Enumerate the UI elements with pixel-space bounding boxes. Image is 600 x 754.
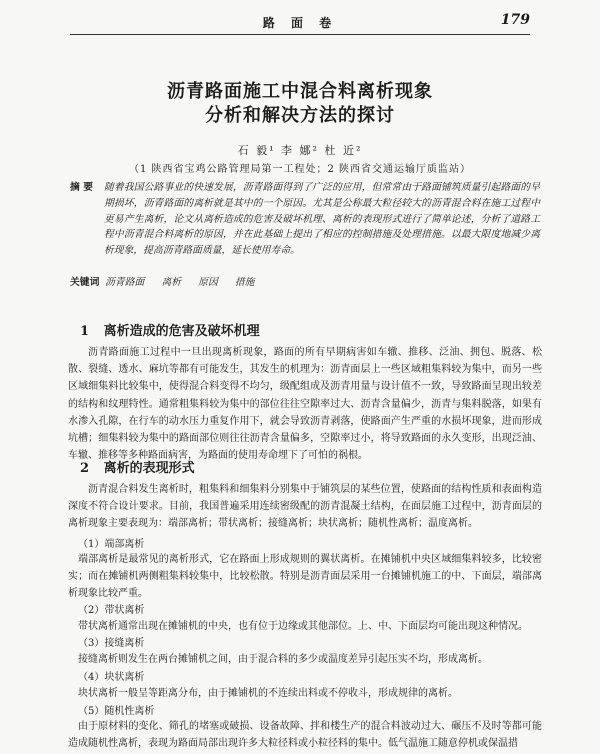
abstract-text: 随着我国公路事业的快速发展，沥青路面得到了广泛的应用，但常常由于路面铺筑质量引起路面的早期损坏，沥青路面的离析就是其中的一个原因。尤其是公称最大粒径较大的沥青混合料在施工过程中更易产生离析，论文从离析造成的危害及破坏机理、离析的表现形式进行了简单论述，分析了道路工程中沥青混合料离析的原因，并在此基础上提出了相应的控制措施及处理措施。以最大限度地减少离析现象，提高沥青路面质量，延长使用寿命。 xyxy=(104,182,540,257)
subsection-label: （1）端部离析 xyxy=(78,539,145,550)
subsection-label: （3）接缝离析 xyxy=(78,638,145,649)
subsection-text: 接缝离析则发生在两台摊铺机之间，由于混合料的多少或温度差异引起压实不均，形成离析。 xyxy=(78,654,488,665)
section-2-heading xyxy=(80,457,195,476)
subsection-label: （5）随机性离析 xyxy=(78,706,155,717)
subsection-text: 块状离析一般呈等距离分布，由于摊铺机的不连续出料或不停收斗，形成规律的离析。 xyxy=(78,688,458,699)
paper-title-line-2: 分析和解决方法的探讨 xyxy=(205,105,395,126)
subsection-label: （4）块状离析 xyxy=(78,672,145,683)
section-number: 1 xyxy=(80,324,90,339)
section-title: 离析造成的危害及破坏机理 xyxy=(103,324,260,339)
subsection-text: 由于原材料的变化、筛孔的堵塞或破损、设备故障、拌和楼生产的混合料波动过大、碾压不及时等都可能造成随机性离析，表现为路面局部出现许多大粒径料或小粒径料的集中。低气温施工随意停机或保温措 xyxy=(68,721,542,750)
section-1-paragraph: 沥青路面施工过程中一旦出现离析现象，路面的所有早期病害如车辙、推移、泛油、拥包、脱落、松散、裂缝、透水、麻坑等都有可能发生，其发生的机理为：沥青面层上一些区域粗集料较为集中，而另一些区域细集料比较集中，使得混合料变得不均匀，级配组成及沥青用量与设计值不一致，导致路面呈现出较差的结构和纹理特性。通常粗集料较为集中的部位往往空隙率过大、沥青含量偏少，沥青与集料脱落，如果有水渗入孔隙，在行车的动水压力重复作用下，就会导致沥青剥落，使路面产生严重的水损坏现象，进而形成坑槽；细集料较为集中的路面部位则往往沥青含量偏多，空隙率过小，将导致路面的永久变形，出现泛油、车辙、推移等多种路面病害，为路面的使用寿命埋下了可怕的祸根。 xyxy=(68,347,542,462)
subsection-label: （2）带状离析 xyxy=(78,605,145,616)
section-1-heading xyxy=(80,320,260,339)
abstract-label: 摘 要 xyxy=(70,182,94,193)
running-header xyxy=(70,12,530,35)
keyword: 沥青路面 xyxy=(105,277,145,288)
subsection-text: 端部离析是最常见的离析形式，它在路面上形成规则的翼状离析。在摊铺机中央区域细集料较多，比较密实；而在摊铺机两侧粗集料较集中，比较松散。特别是沥青面层采用一台摊铺机施工的中、下面层，端部离析现象比较严重。 xyxy=(68,554,542,600)
authors: 石 毅¹ 李 娜² 杜 近² xyxy=(237,144,363,157)
paper-title-line-1: 沥青路面施工中混合料离析现象 xyxy=(167,81,433,102)
abstract xyxy=(70,180,540,259)
keyword: 原因 xyxy=(198,277,218,288)
page-number: 179 xyxy=(500,12,530,28)
keyword: 措施 xyxy=(234,277,255,288)
section-2-intro: 沥青混合料发生离析时，粗集料和细集料分别集中于铺筑层的某些位置，使路面的结构性质和表面构造深度不符合设计要求。目前，我国普遍采用连续密级配的沥青混凝土结构，在面层施工过程中，沥青面层的离析现象主要表现为：端部离析；带状离析；接缝离析；块状离析；随机性离析；温度离析。 xyxy=(68,484,542,530)
section-number: 2 xyxy=(80,461,90,476)
keywords xyxy=(70,274,540,288)
section-title: 离析的表现形式 xyxy=(103,461,195,476)
subsection-text: 带状离析通常出现在摊铺机的中央，也有位于边缘或其他部位。上、中、下面层均可能出现这种情况。 xyxy=(78,621,528,632)
journal-name: 路 面 卷 xyxy=(262,16,338,30)
keywords-label: 关键词 xyxy=(70,277,100,288)
keyword: 离析 xyxy=(161,277,182,288)
affiliation: （1 陕西省宝鸡公路管理局第一工程处；2 陕西省交通运输厅质监站） xyxy=(128,164,472,175)
